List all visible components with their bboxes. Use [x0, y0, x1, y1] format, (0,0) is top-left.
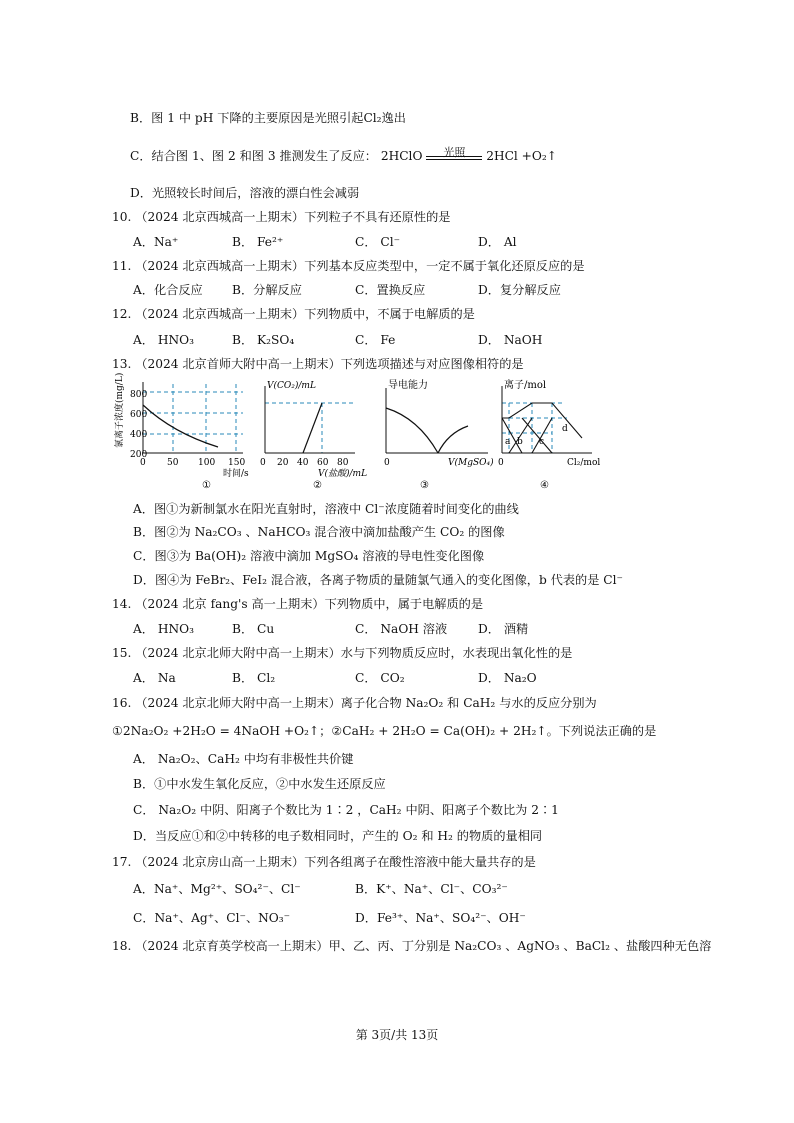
curve-c-fall	[522, 418, 552, 453]
fig3-xlabel: V(MgSO₄)	[448, 458, 494, 468]
q13-stem: 13. （2024 北京首师大附中高一上期末）下列选项描述与对应图像相符的是	[112, 357, 524, 371]
q15-option-a: A． Na	[133, 671, 176, 685]
fig4-label-a: a	[505, 437, 511, 447]
q17-option-b: B．K⁺、Na⁺、Cl⁻、CO₃²⁻	[355, 882, 508, 896]
chloride-curve	[143, 405, 218, 447]
q11-option-d: D．复分解反应	[478, 283, 561, 297]
q10-option-b: B． Fe²⁺	[232, 235, 284, 249]
q9-option-d: D．光照较长时间后，溶液的漂白性会减弱	[130, 186, 360, 200]
q16-option-a: A． Na₂O₂、CaH₂ 中均有非极性共价键	[133, 752, 354, 766]
q15-option-b: B． Cl₂	[232, 671, 276, 685]
co2-line	[303, 403, 322, 453]
q17-option-d: D．Fe³⁺、Na⁺、SO₄²⁻、OH⁻	[355, 911, 526, 925]
q12-option-c: C． Fe	[355, 333, 396, 347]
fig4-origin: 0	[498, 458, 504, 468]
fig2-xlabel: V(盐酸)/mL	[318, 469, 368, 479]
fig1-ytick-400: 400	[130, 430, 148, 440]
fig2-xtick-60: 60	[317, 458, 329, 468]
q16-option-b: B．①中水发生氧化反应，②中水发生还原反应	[133, 777, 386, 791]
curve-d	[502, 403, 582, 438]
fig1-xlabel: 时间/s	[223, 469, 249, 479]
figure-4	[492, 378, 612, 490]
page-number: 第 3页/共 13页	[355, 1028, 439, 1042]
fig1-xtick-100: 100	[198, 458, 216, 468]
q12-option-b: B． K₂SO₄	[232, 333, 295, 347]
conductivity-rising	[438, 426, 468, 453]
q13-option-a: A．图①为新制氯水在阳光直射时，溶液中 Cl⁻浓度随着时间变化的曲线	[133, 502, 519, 516]
equation-right: 2HCl +O₂↑	[486, 149, 557, 163]
q13-option-d: D．图④为 FeBr₂、FeI₂ 混合液，各离子物质的量随氯气通入的变化图像，b 代表的是 Cl⁻	[133, 573, 623, 587]
fig1-xtick-50: 50	[167, 458, 179, 468]
q15-stem: 15. （2024 北京北师大附中高一上期末）水与下列物质反应时，水表现出氧化性的是	[112, 646, 573, 660]
q11-option-c: C．置换反应	[355, 283, 426, 297]
q16-equation: ①2Na₂O₂ +2H₂O = 4NaOH +O₂↑；②CaH₂ + 2H₂O = Ca(OH)₂ + 2H₂↑。下列说法正确的是	[112, 724, 657, 738]
fig1-ytick-600: 600	[130, 410, 148, 420]
fig1-ytick-800: 800	[130, 390, 148, 400]
q11-option-b: B．分解反应	[232, 283, 302, 297]
q12-option-d: D． NaOH	[478, 333, 543, 347]
fig2-origin: 0	[260, 458, 266, 468]
fig2-ylabel: V(CO₂)/mL	[267, 381, 316, 391]
q15-option-c: C． CO₂	[355, 671, 405, 685]
q9-option-b: B．图 1 中 pH 下降的主要原因是光照引起Cl₂逸出	[130, 111, 406, 125]
q10-option-c: C． Cl⁻	[355, 235, 401, 249]
q17-option-c: C．Na⁺、Ag⁺、Cl⁻、NO₃⁻	[133, 911, 291, 925]
q14-option-a: A． HNO₃	[133, 622, 195, 636]
fig4-xlabel: Cl₂/mol	[567, 458, 601, 468]
q18-stem: 18. （2024 北京育英学校高一上期末）甲、乙、丙、丁分别是 Na₂CO₃ 、AgNO₃ 、BaCl₂ 、盐酸四种无色溶	[112, 939, 712, 953]
q14-option-d: D． 酒精	[478, 622, 529, 636]
q10-option-d: D． Al	[478, 235, 517, 249]
q16-option-c: C． Na₂O₂ 中阴、阳离子个数比为 1∶2 ，CaH₂ 中阴、阳离子个数比为 2∶1	[133, 803, 559, 817]
fig3-number: ③	[420, 480, 429, 491]
q11-stem: 11. （2024 北京西城高一上期末）下列基本反应类型中，一定不属于氧化还原反应的是	[112, 259, 585, 273]
fig2-xtick-80: 80	[337, 458, 349, 468]
q10-stem: 10. （2024 北京西城高一上期末）下列粒子不具有还原性的是	[112, 210, 451, 224]
q14-option-b: B． Cu	[232, 622, 275, 636]
q16-option-d: D．当反应①和②中转移的电子数相同时，产生的 O₂ 和 H₂ 的物质的量相同	[133, 829, 543, 843]
q9-option-c-prefix: C．结合图 1、图 2 和图 3 推测发生了反应：	[130, 149, 377, 163]
equation-left: 2HClO	[380, 149, 423, 163]
q13-option-b: B．图②为 Na₂CO₃ 、NaHCO₃ 混合液中滴加盐酸产生 CO₂ 的图像	[133, 525, 505, 539]
fig1-ytick-200: 200	[130, 450, 148, 460]
conductivity-falling	[386, 408, 438, 453]
q11-option-a: A．化合反应	[133, 283, 203, 297]
q13-option-c: C．图③为 Ba(OH)₂ 溶液中滴加 MgSO₄ 溶液的导电性变化图像	[133, 549, 485, 563]
q12-option-a: A． HNO₃	[133, 333, 195, 347]
fig1-xtick-0: 0	[140, 458, 146, 468]
q16-stem: 16. （2024 北京北师大附中高一上期末）离子化合物 Na₂O₂ 和 CaH₂ 与水的反应分别为	[112, 696, 597, 710]
q14-stem: 14. （2024 北京 fang's 高一上期末）下列物质中，属于电解质的是	[112, 597, 484, 611]
figure-2	[255, 378, 375, 490]
fig4-label-b: b	[517, 437, 523, 447]
q15-option-d: D． Na₂O	[478, 671, 537, 685]
fig1-xtick-150: 150	[228, 458, 246, 468]
q14-option-c: C． NaOH 溶液	[355, 622, 448, 636]
figure-1	[115, 372, 253, 491]
figure-3	[378, 378, 496, 490]
fig3-origin: 0	[384, 458, 390, 468]
q12-stem: 12. （2024 北京西城高一上期末）下列物质中，不属于电解质的是	[112, 307, 475, 321]
q9-option-c	[130, 147, 557, 164]
fig4-ylabel: 离子/mol	[504, 380, 547, 391]
fig2-xtick-40: 40	[297, 458, 309, 468]
fig4-label-d: d	[562, 424, 568, 434]
fig2-xtick-20: 20	[277, 458, 289, 468]
q17-option-a: A．Na⁺、Mg²⁺、SO₄²⁻、Cl⁻	[133, 882, 301, 896]
fig1-ylabel: 氯离子浓度(mg/L)	[115, 372, 125, 448]
fig4-number: ④	[540, 480, 549, 491]
q17-stem: 17. （2024 北京房山高一上期末）下列各组离子在酸性溶液中能大量共存的是	[112, 855, 536, 869]
fig2-number: ②	[313, 480, 322, 491]
reaction-condition: 光照	[443, 146, 466, 159]
fig3-ylabel: 导电能力	[388, 380, 428, 391]
fig4-label-c: c	[539, 437, 545, 447]
fig1-number: ①	[202, 480, 211, 491]
q10-option-a: A．Na⁺	[133, 235, 179, 249]
curve-c-rise	[532, 418, 552, 453]
